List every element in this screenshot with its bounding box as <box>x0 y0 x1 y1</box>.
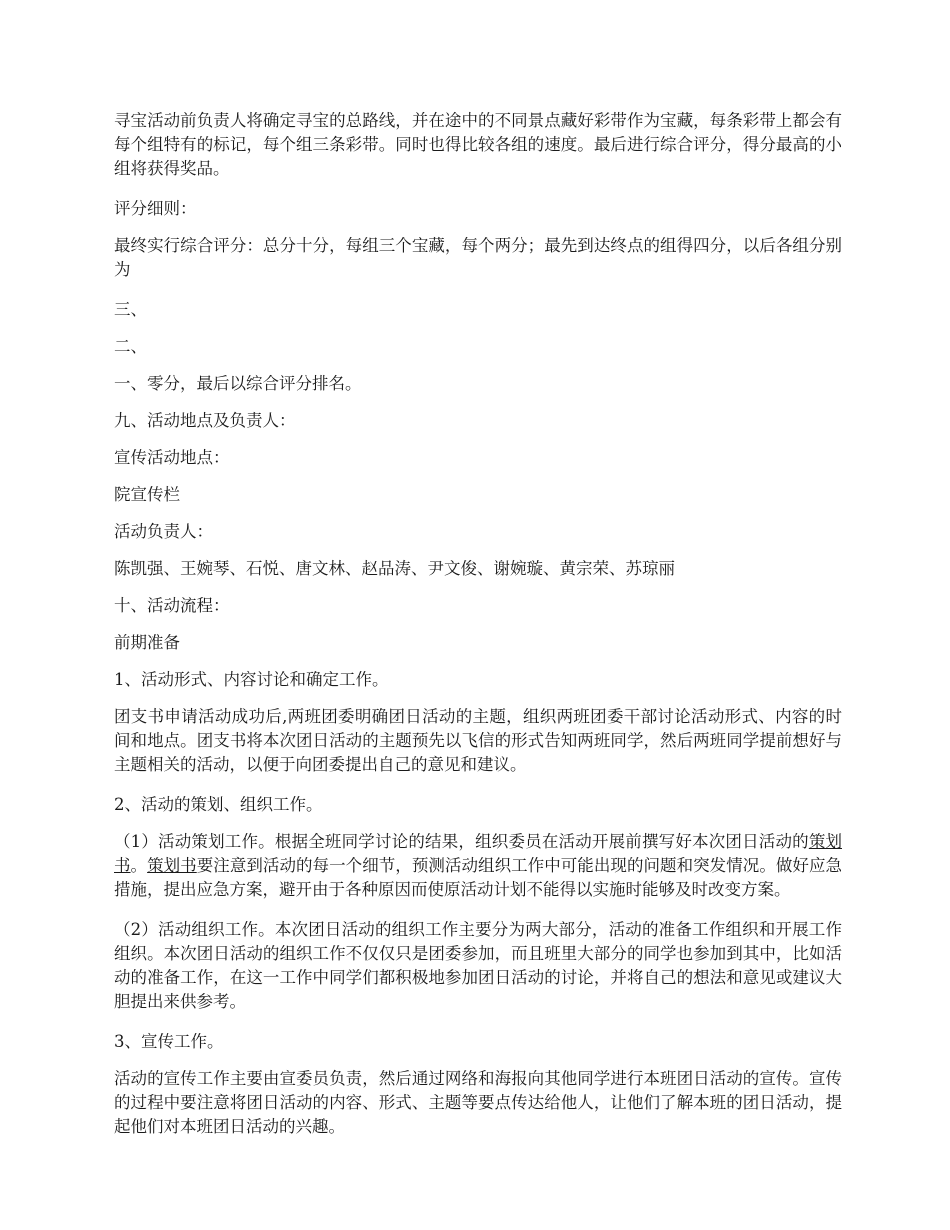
heading-activity-process: 十、活动流程： <box>114 596 230 615</box>
paragraph-item-three: 三、 <box>114 300 147 319</box>
paragraph-location-value: 院宣传栏 <box>114 485 180 504</box>
document-page <box>114 109 842 1155</box>
paragraph-scoring-title: 评分细则： <box>114 199 197 218</box>
paragraph-location-label: 宣传活动地点： <box>114 448 230 467</box>
heading-step-1: 1、活动形式、内容讨论和确定工作。 <box>114 670 389 689</box>
planning-text-before: （1）活动策划工作。根据全班同学讨论的结果，组织委员在活动开展前撰写好本次团日活动的 <box>114 832 809 851</box>
paragraph-step-1-body: 团支书申请活动成功后,两班团委明确团日活动的主题，组织两班团委干部讨论活动形式、内容的时间和地点。团支书将本次团日活动的主题预先以飞信的形式告知两班同学，然后两班同学提前想好与主题相关的活动，以便于向团委提出自己的意见和建议。 <box>114 707 842 774</box>
paragraph-planning-work <box>114 830 842 902</box>
heading-location-and-leaders: 九、活动地点及负责人： <box>114 411 296 430</box>
paragraph-preparation: 前期准备 <box>114 633 180 652</box>
planning-text-middle: 。 <box>130 856 148 875</box>
paragraph-item-one: 一、零分，最后以综合评分排名。 <box>114 374 362 393</box>
paragraph-leaders-label: 活动负责人： <box>114 522 213 541</box>
planning-doc-link-2[interactable]: 策划书 <box>147 856 197 875</box>
paragraph-treasure-hunt: 寻宝活动前负责人将确定寻宝的总路线，并在途中的不同景点藏好彩带作为宝藏，每条彩带上都会有每个组特有的标记，每个组三条彩带。同时也得比较各组的速度。最后进行综合评分，得分最高的小组将获得奖品。 <box>114 111 842 178</box>
planning-text-after: 要注意到活动的每一个细节，预测活动组织工作中可能出现的问题和突发情况。做好应急措施，提出应急方案，避开由于各种原因而使原活动计划不能得以实施时能够及时改变方案。 <box>114 856 843 899</box>
heading-step-3: 3、宣传工作。 <box>114 1032 224 1051</box>
paragraph-organization-work: （2）活动组织工作。本次团日活动的组织工作主要分为两大部分，活动的准备工作组织和开展工作组织。本次团日活动的组织工作不仅仅只是团委参加，而且班里大部分的同学也参加到其中，比如活动的准备工作，在这一工作中同学们都积极地参加团日活动的讨论，并将自己的想法和意见或建议大胆提出来供参考。 <box>114 920 842 1011</box>
paragraph-scoring-rule: 最终实行综合评分：总分十分，每组三个宝藏，每个两分；最先到达终点的组得四分，以后各组分别为 <box>114 236 842 279</box>
planning-doc-link[interactable]: 策划书 <box>114 832 842 875</box>
paragraph-leaders-names: 陈凯强、王婉琴、石悦、唐文林、赵品涛、尹文俊、谢婉璇、黄宗荣、苏琼丽 <box>114 559 675 578</box>
paragraph-item-two: 二、 <box>114 337 147 356</box>
heading-step-2: 2、活动的策划、组织工作。 <box>114 795 323 814</box>
paragraph-publicity-work: 活动的宣传工作主要由宣委员负责，然后通过网络和海报向其他同学进行本班团日活动的宣传。宣传的过程中要注意将团日活动的内容、形式、主题等要点传达给他人，让他们了解本班的团日活动，提起他们对本班团日活动的兴趣。 <box>114 1069 842 1136</box>
